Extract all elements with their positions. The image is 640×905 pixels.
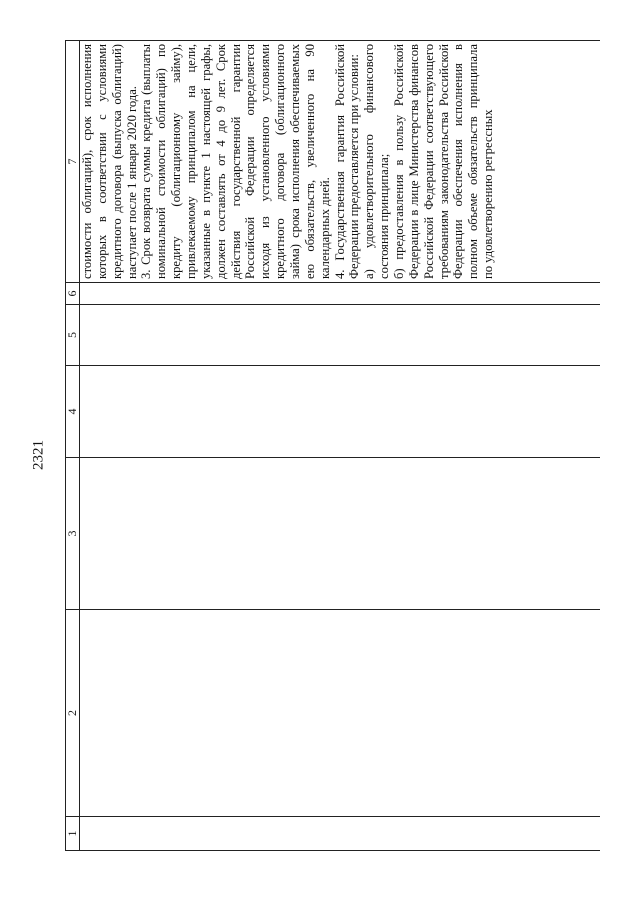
column-header-4: 4 [66,366,80,458]
cell-col-1 [80,817,601,851]
column-header-2: 2 [66,610,80,817]
column-header-7: 7 [66,41,80,283]
column-header-3: 3 [66,458,80,610]
table-header-row [66,41,80,851]
col7-text: стоимости облигаций), срок исполнения которых в соответствии с условиями кредитного договора (выпуска облигаций) наступает после 1 января 2020 года. 3. Срок возврата суммы кредита (выплаты номинальной стоимости облигаций) по кредиту (облигационному займу), привлекаемому принципалом на цели, указанные в пункте 1 настоящей графы, должен составлять от 4 до 9 лет. Срок действия государственной гарантии Российской Федерации определяется исходя из установленного условиями кредитного договора (облигационного займа) срока исполнения обеспечиваемых ею обязательств, увеличенного на 90 календарных дней. 4. Государственная гарантия Российской Федерации предоставляется при условии: а) удовлетворительного финансового состояния принципала; б) предоставления в пользу Российской Федерации в лице Министерства финансов Российской Федерации соответствующего требованиям законодательства Российской Федерации обеспечения исполнения в полном объеме обязательств принципала по удовлетворению регрессных [80,44,496,279]
cell-col-7 [80,41,601,283]
column-header-5: 5 [66,305,80,366]
column-header-1: 1 [66,817,80,851]
page-number: 2321 [30,440,47,470]
rotated-table-wrapper [65,41,610,851]
cell-col-4 [80,366,601,458]
cell-col-6 [80,283,601,305]
document-table [65,40,600,851]
column-header-6: 6 [66,283,80,305]
cell-col-5 [80,305,601,366]
cell-col-2 [80,610,601,817]
table-row [80,41,601,851]
cell-col-3 [80,458,601,610]
